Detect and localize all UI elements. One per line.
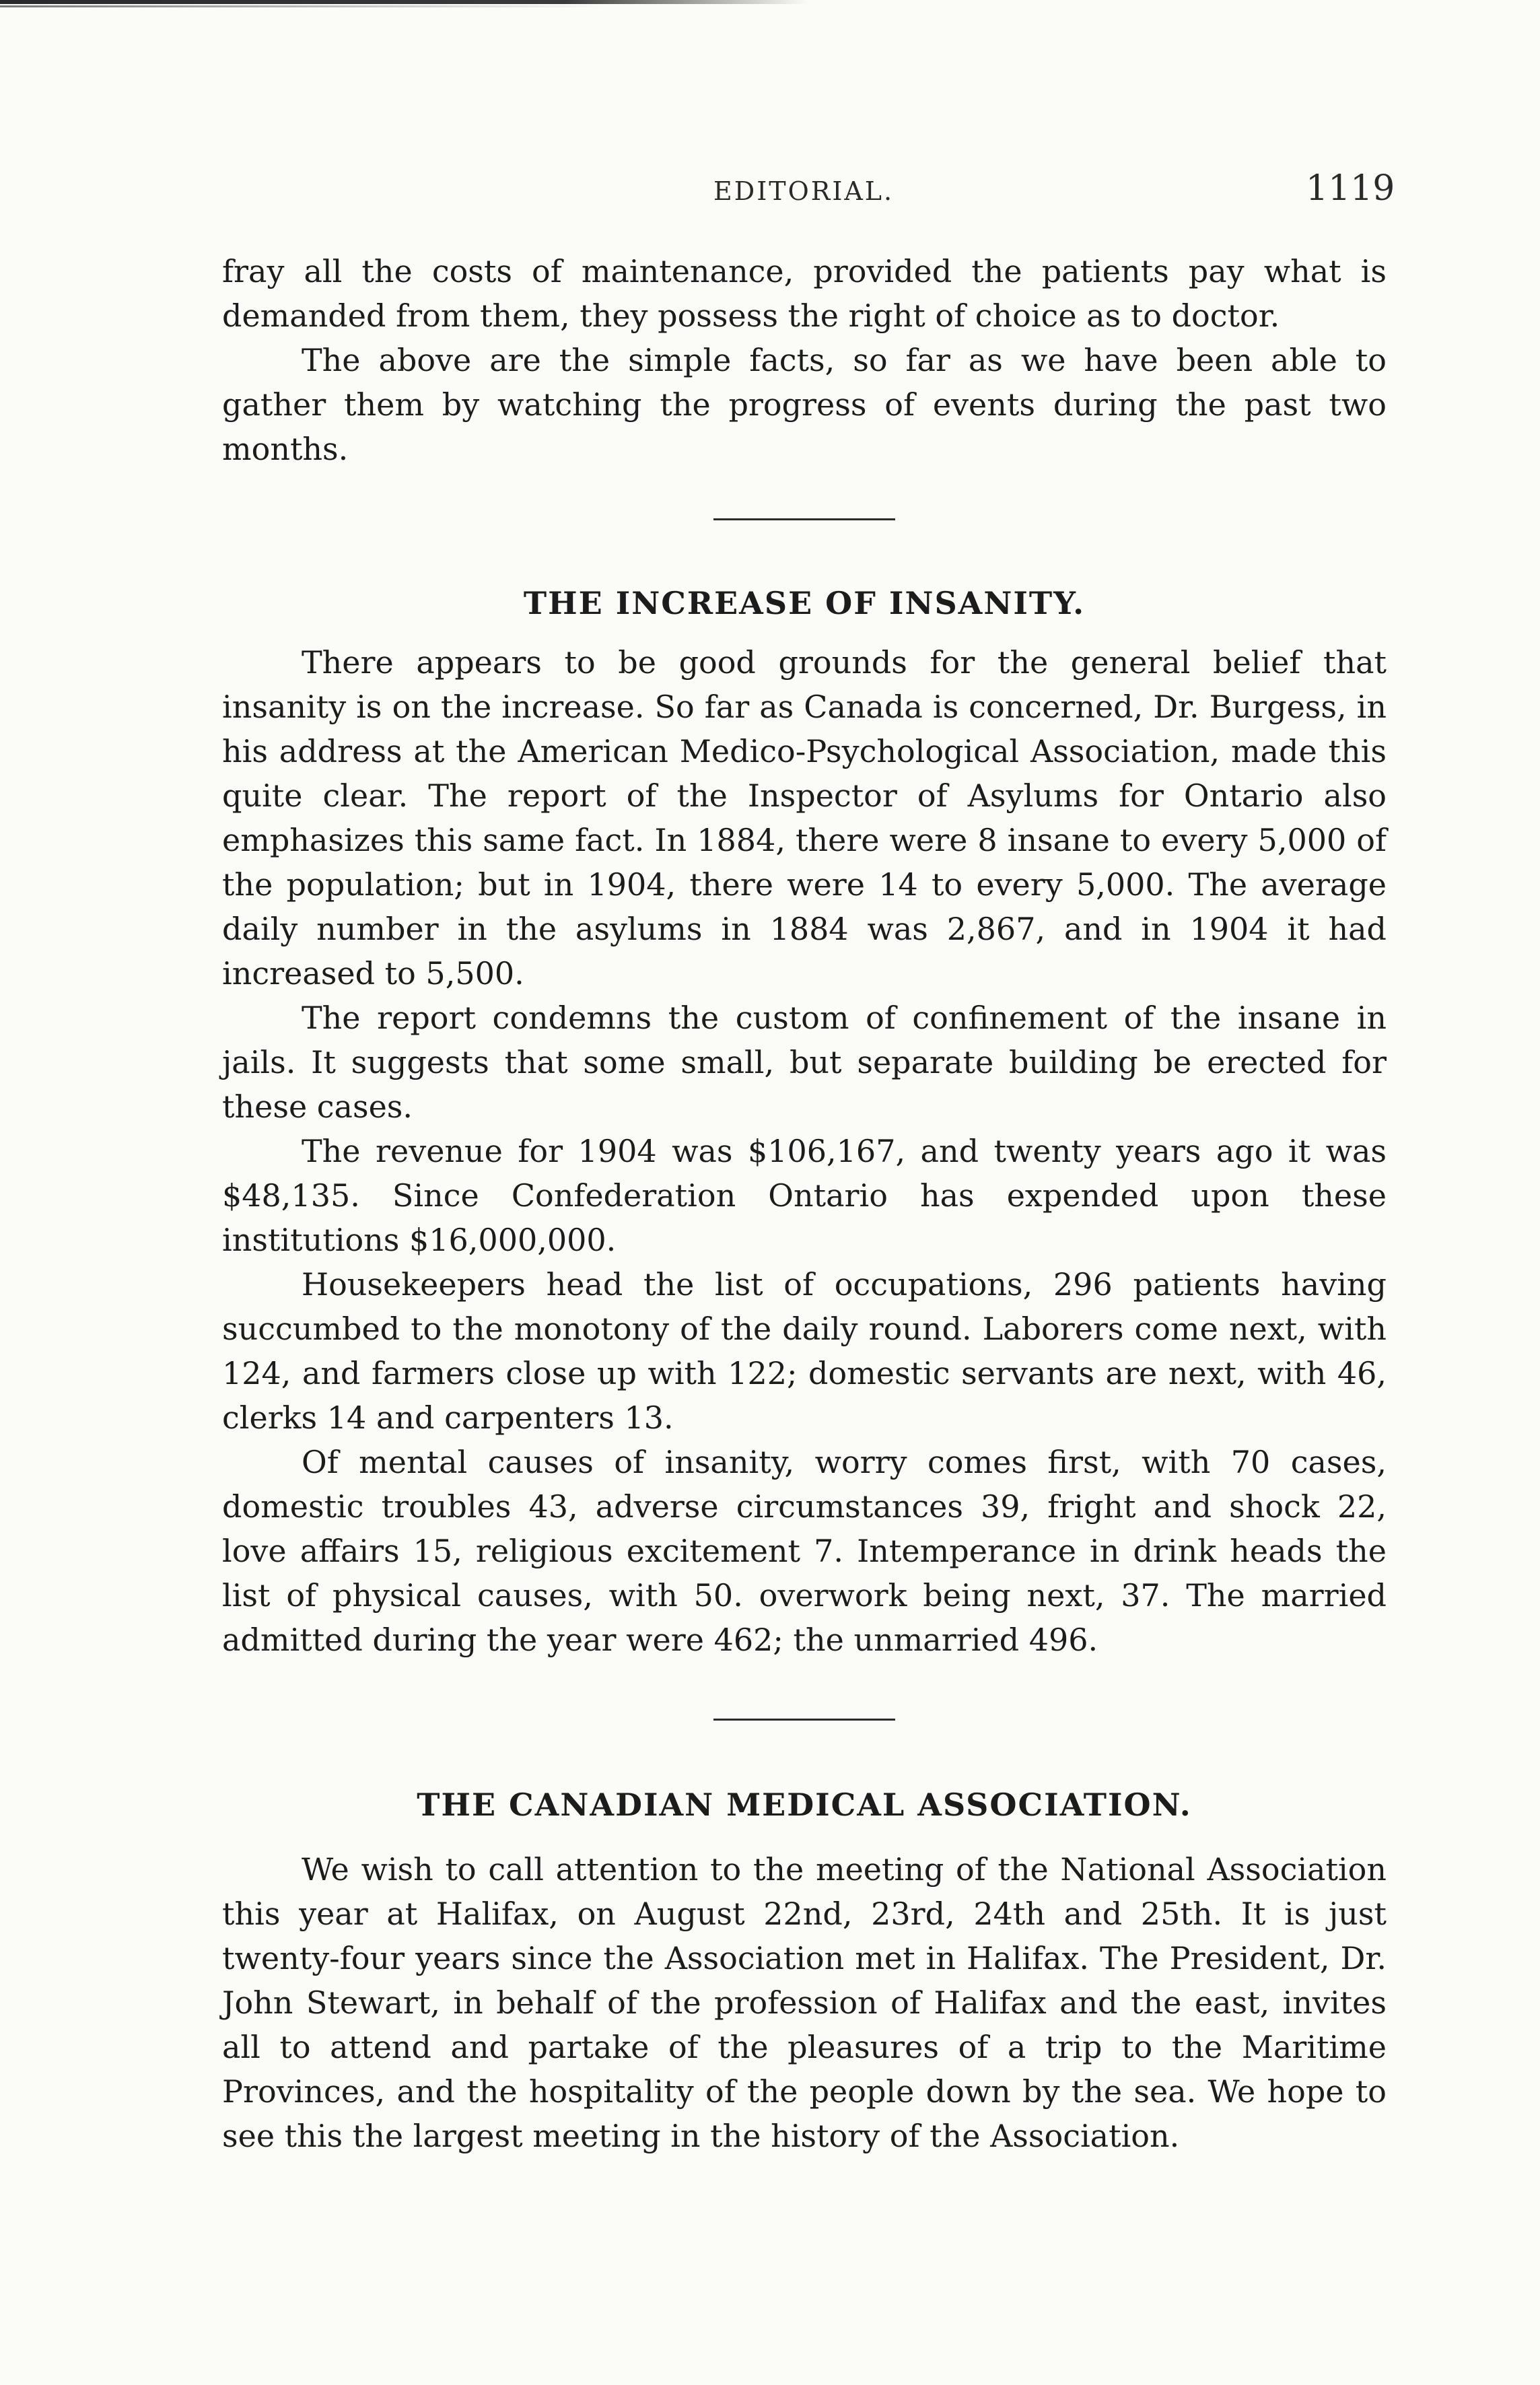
insanity-paragraph-1: There appears to be good grounds for the general belief that insanity is on the increase. So far as Canada is concerned, Dr. Burgess, in his address at the American Medico-Psychological Association, made this quite clear. The report of the Inspector of Asylums for Ontario also emphasizes this same fact. In 1884, there were 8 insane to every 5,000 of the population; but in 1904, there were 14 to every 5,000. The average daily number in the asylums in 1884 was 2,867, and in 1904 it had increased to 5,500. <box>222 644 1387 992</box>
top-edge-rule <box>0 0 808 4</box>
running-header-title: EDITORIAL. <box>713 176 895 206</box>
page-body <box>222 249 1387 2158</box>
section-title-cma: THE CANADIAN MEDICAL ASSOCIATION. <box>417 1787 1192 1823</box>
insanity-paragraph-3: The revenue for 1904 was $106,167, and twenty years ago it was $48,135. Since Confederation Ontario has expended upon these institutions $16,000,000. <box>222 1133 1387 1258</box>
insanity-paragraph-5: Of mental causes of insanity, worry comes first, with 70 cases, domestic troubles 43, adverse circumstances 39, fright and shock 22, love affairs 15, religious excitement 7. Intemperance in drink heads the list of physical causes, with 50. overwork being next, 37. The married admitted during the year were 462; the unmarried 496. <box>222 1444 1387 1658</box>
cma-paragraph: We wish to call attention to the meeting of the National Association this year at Halifax, on August 22nd, 23rd, 24th and 25th. It is just twenty-four years since the Association met in Halifax. The President, Dr. John Stewart, in behalf of the profession of Halifax and the east, invites all to attend and partake of the pleasures of a trip to the Maritime Provinces, and the hospitality of the people down by the sea. We hope to see this the largest meeting in the history of the Association. <box>222 1851 1387 2154</box>
section-divider <box>713 518 895 520</box>
intro-paragraph-continued: fray all the costs of maintenance, provided the patients pay what is demanded from them, they possess the right of choice as to doctor. <box>222 253 1387 334</box>
top-edge-rule-faint <box>0 5 606 7</box>
intro-paragraph: The above are the simple facts, so far as we have been able to gather them by watching the progress of events during the past two months. <box>222 342 1387 467</box>
insanity-paragraph-4: Housekeepers head the list of occupations, 296 patients having succumbed to the monotony of the daily round. Laborers come next, with 124, and farmers close up with 122; domestic servants are next, with 46, clerks 14 and carpenters 13. <box>222 1266 1387 1436</box>
page-number: 1119 <box>1306 168 1395 209</box>
section-title-insanity: THE INCREASE OF INSANITY. <box>523 585 1086 621</box>
insanity-paragraph-2: The report condemns the custom of confinement of the insane in jails. It suggests that some small, but separate building be erected for these cases. <box>222 1000 1387 1125</box>
section-divider <box>713 1719 895 1721</box>
